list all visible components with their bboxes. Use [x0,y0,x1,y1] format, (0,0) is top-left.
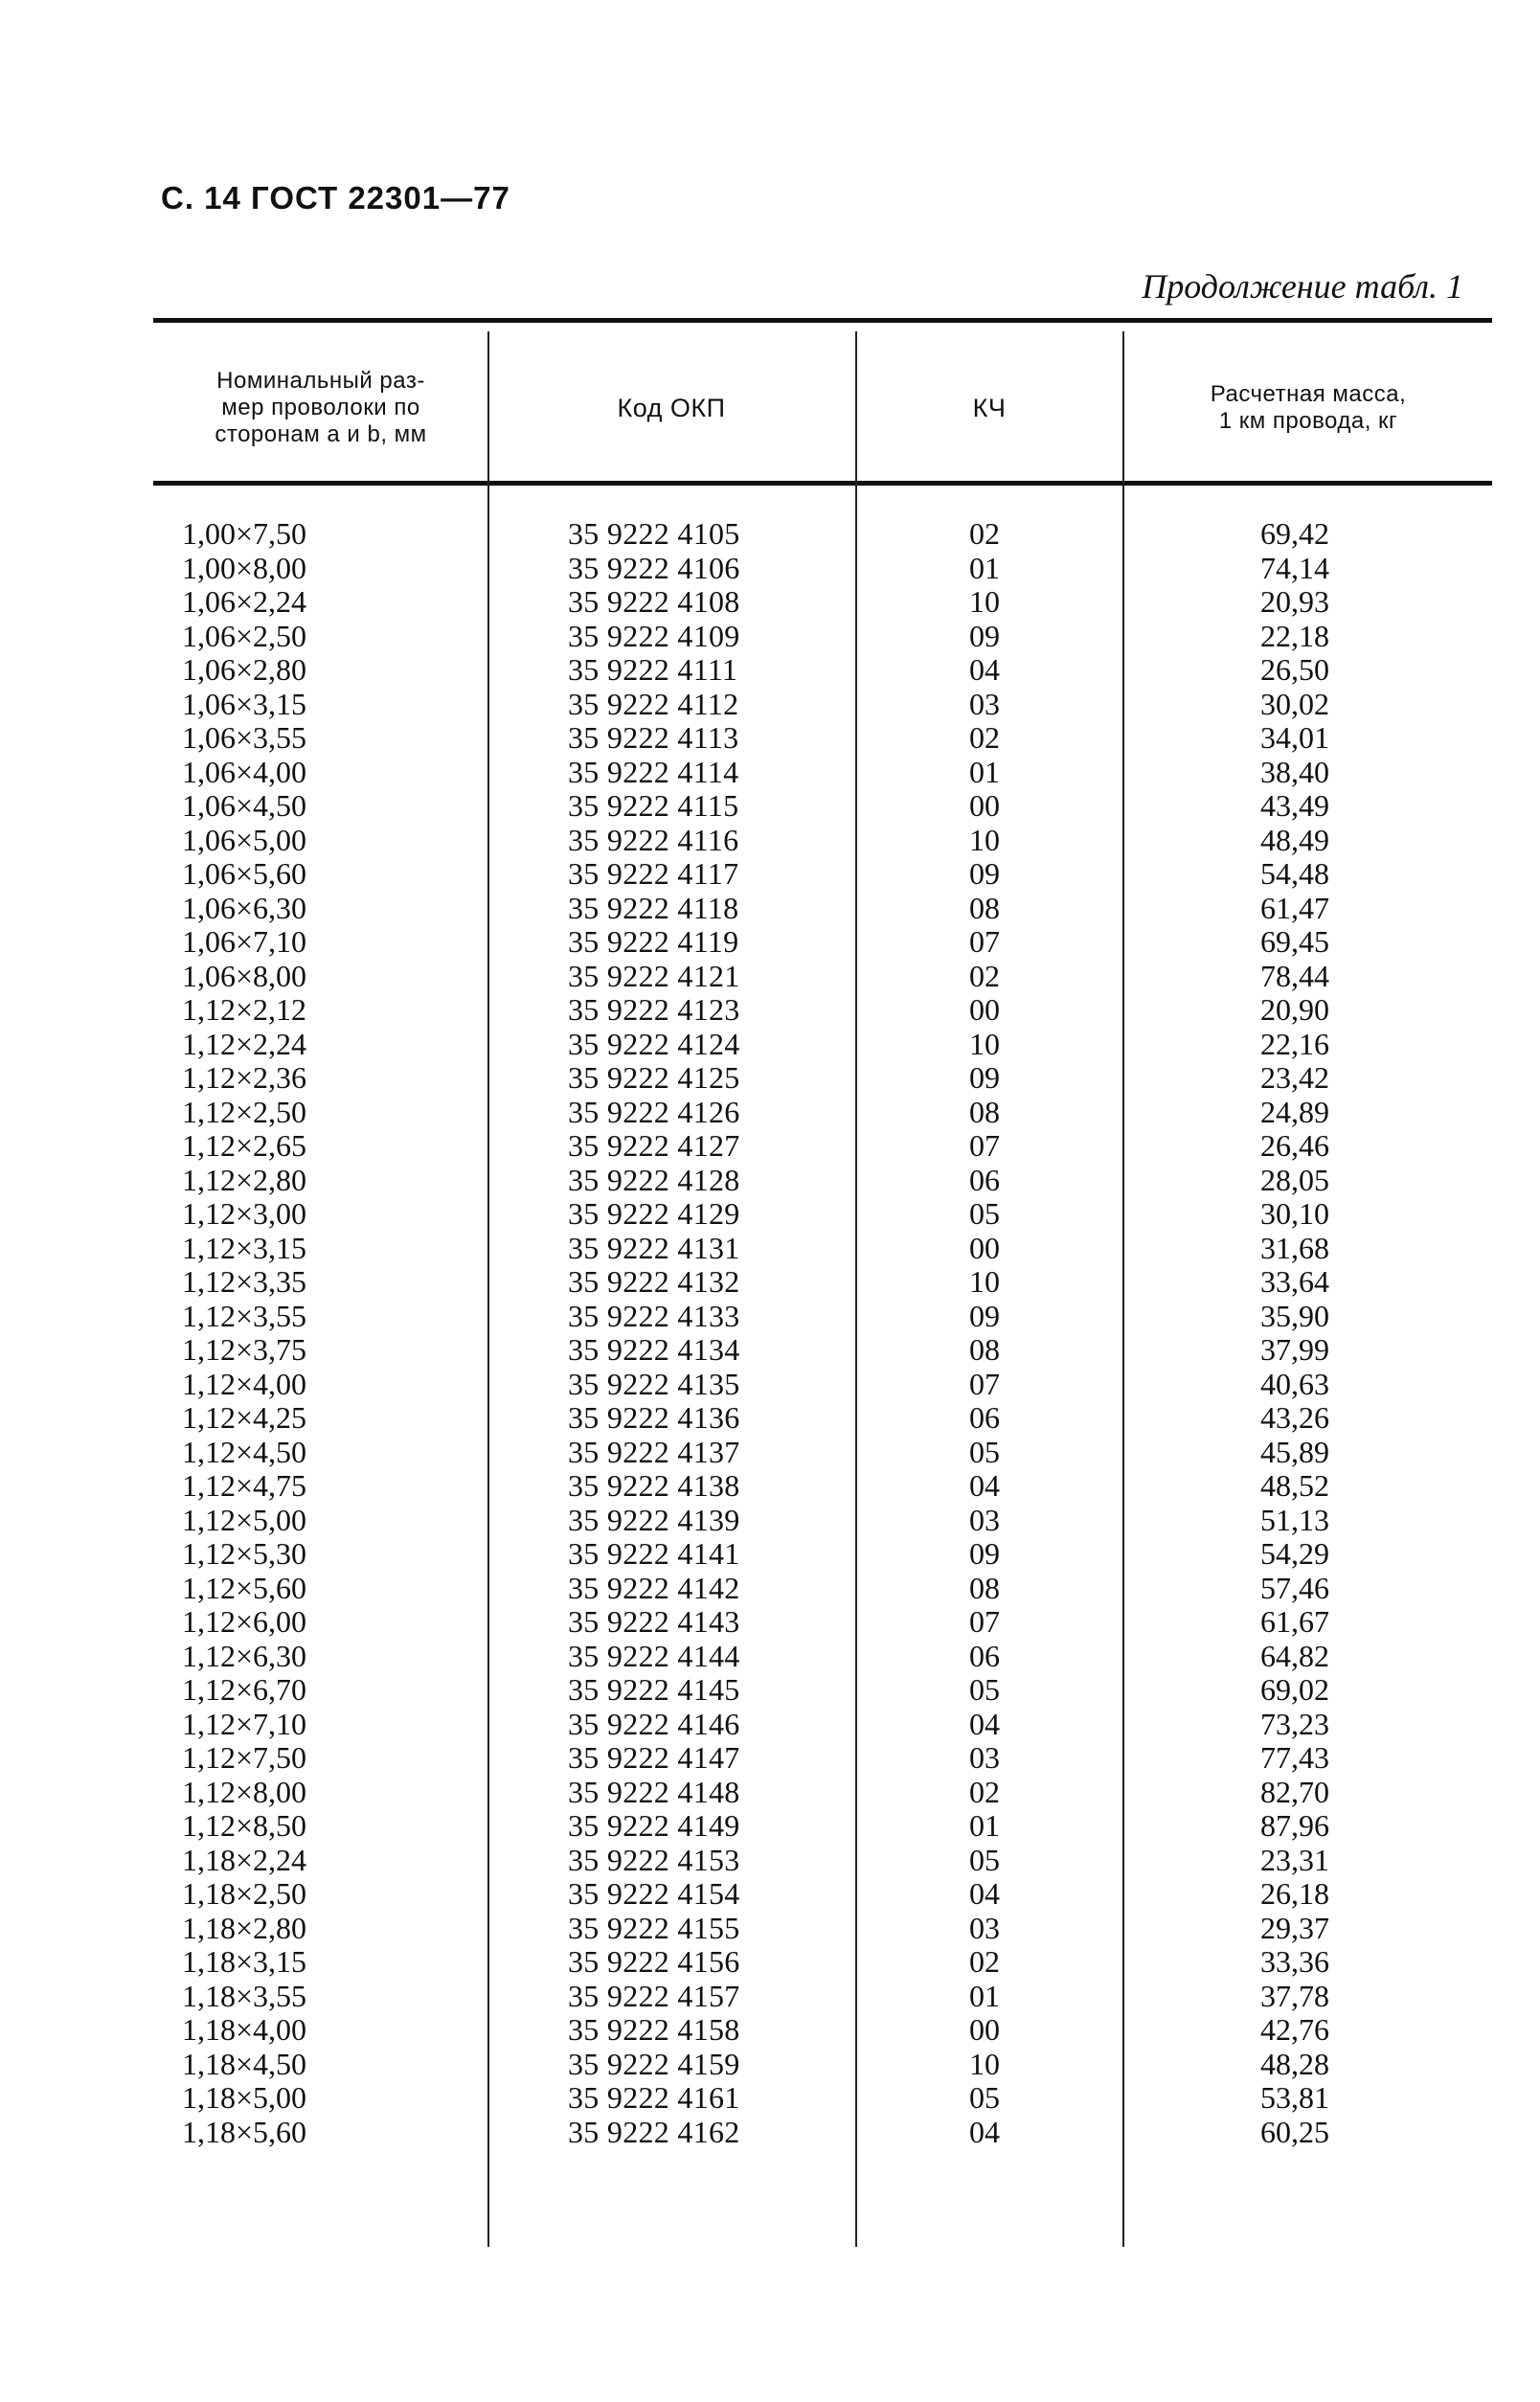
cell-mass: 61,67 [1260,1604,1329,1639]
table-row [0,756,1540,790]
table-row [0,1776,1540,1810]
cell-kch: 07 [969,924,1000,959]
cell-size: 1,12×5,00 [182,1502,307,1537]
cell-mass: 43,49 [1260,788,1329,823]
cell-code: 35 9222 4111 [568,652,738,687]
cell-mass: 78,44 [1260,958,1329,993]
table-row [0,2081,1540,2116]
cell-size: 1,12×6,00 [182,1604,307,1639]
cell-kch: 04 [969,2114,1000,2149]
cell-mass: 54,29 [1260,1536,1329,1571]
cell-code: 35 9222 4106 [568,550,740,585]
cell-mass: 82,70 [1260,1774,1329,1809]
table-row [0,1673,1540,1708]
cell-mass: 51,13 [1260,1502,1329,1537]
table-row [0,1197,1540,1232]
cell-kch: 06 [969,1162,1000,1197]
table-row [0,517,1540,552]
cell-code: 35 9222 4123 [568,992,740,1027]
cell-kch: 03 [969,1910,1000,1945]
cell-size: 1,06×5,00 [182,822,307,857]
cell-mass: 33,64 [1260,1264,1329,1299]
cell-mass: 57,46 [1260,1570,1329,1605]
cell-code: 35 9222 4159 [568,2046,740,2081]
cell-size: 1,00×7,50 [182,516,307,551]
cell-code: 35 9222 4108 [568,584,740,619]
cell-mass: 48,28 [1260,2046,1329,2081]
table-header-rule [153,481,1492,486]
table-row [0,1096,1540,1130]
cell-kch: 09 [969,856,1000,891]
cell-size: 1,12×2,24 [182,1026,307,1061]
cell-mass: 24,89 [1260,1094,1329,1129]
cell-mass: 43,26 [1260,1400,1329,1435]
cell-mass: 73,23 [1260,1706,1329,1741]
cell-kch: 07 [969,1128,1000,1163]
cell-mass: 74,14 [1260,550,1329,585]
cell-size: 1,12×6,70 [182,1672,307,1707]
cell-size: 1,12×4,50 [182,1434,307,1469]
cell-mass: 37,99 [1260,1332,1329,1367]
cell-mass: 28,05 [1260,1162,1329,1197]
cell-code: 35 9222 4126 [568,1094,740,1129]
table-row [0,960,1540,994]
table-row [0,1300,1540,1334]
column-header-kch [859,337,1120,479]
table-row [0,824,1540,858]
cell-mass: 48,49 [1260,822,1329,857]
table-row [0,857,1540,892]
cell-code: 35 9222 4115 [568,788,739,823]
cell-kch: 03 [969,1740,1000,1775]
cell-size: 1,18×4,50 [182,2046,307,2081]
cell-size: 1,12×3,35 [182,1264,307,1299]
cell-size: 1,06×5,60 [182,856,307,891]
table-caption: Продолжение табл. 1 [1142,267,1463,306]
cell-size: 1,12×8,00 [182,1774,307,1809]
column-header-size [158,337,484,479]
table-row [0,1232,1540,1266]
cell-mass: 54,48 [1260,856,1329,891]
cell-kch: 01 [969,1978,1000,2013]
cell-mass: 22,18 [1260,618,1329,653]
cell-code: 35 9222 4105 [568,516,740,551]
cell-code: 35 9222 4157 [568,1978,740,2013]
table-row [0,653,1540,688]
cell-code: 35 9222 4148 [568,1774,740,1809]
table-row [0,1061,1540,1096]
cell-mass: 23,42 [1260,1060,1329,1095]
cell-kch: 10 [969,584,1000,619]
cell-code: 35 9222 4155 [568,1910,740,1945]
cell-size: 1,18×2,80 [182,1910,307,1945]
cell-code: 35 9222 4121 [568,958,740,993]
cell-code: 35 9222 4143 [568,1604,740,1639]
cell-code: 35 9222 4119 [568,924,739,959]
cell-mass: 23,31 [1260,1842,1329,1877]
cell-code: 35 9222 4137 [568,1434,740,1469]
cell-code: 35 9222 4129 [568,1196,740,1231]
cell-kch: 06 [969,1400,1000,1435]
table-row [0,1164,1540,1198]
cell-code: 35 9222 4113 [568,720,739,755]
table-row [0,1877,1540,1912]
cell-size: 1,12×3,55 [182,1298,307,1333]
table-row [0,1572,1540,1606]
table-row [0,1504,1540,1538]
table-row [0,789,1540,824]
cell-mass: 69,02 [1260,1672,1329,1707]
cell-kch: 09 [969,1298,1000,1333]
cell-size: 1,06×4,50 [182,788,307,823]
cell-mass: 38,40 [1260,754,1329,789]
cell-mass: 20,93 [1260,584,1329,619]
cell-kch: 01 [969,754,1000,789]
cell-kch: 03 [969,686,1000,721]
cell-mass: 53,81 [1260,2080,1329,2115]
table-row [0,1401,1540,1436]
cell-kch: 00 [969,788,1000,823]
cell-kch: 04 [969,1468,1000,1503]
cell-mass: 77,43 [1260,1740,1329,1775]
cell-code: 35 9222 4161 [568,2080,740,2115]
cell-kch: 04 [969,652,1000,687]
cell-code: 35 9222 4127 [568,1128,740,1163]
cell-size: 1,18×4,00 [182,2012,307,2047]
cell-code: 35 9222 4116 [568,822,739,857]
cell-code: 35 9222 4142 [568,1570,740,1605]
cell-code: 35 9222 4139 [568,1502,740,1537]
cell-code: 35 9222 4124 [568,1026,740,1061]
cell-kch: 10 [969,1264,1000,1299]
cell-size: 1,18×3,55 [182,1978,307,2013]
cell-size: 1,12×2,50 [182,1094,307,1129]
cell-size: 1,12×4,00 [182,1366,307,1401]
table-row [0,1129,1540,1164]
cell-code: 35 9222 4125 [568,1060,740,1095]
cell-mass: 33,36 [1260,1944,1329,1979]
cell-size: 1,06×4,00 [182,754,307,789]
cell-code: 35 9222 4135 [568,1366,740,1401]
cell-code: 35 9222 4154 [568,1876,740,1911]
cell-size: 1,12×4,25 [182,1400,307,1435]
table-row [0,1368,1540,1402]
cell-code: 35 9222 4114 [568,754,739,789]
cell-size: 1,12×2,36 [182,1060,307,1095]
cell-size: 1,06×3,55 [182,720,307,755]
cell-code: 35 9222 4109 [568,618,740,653]
cell-size: 1,12×3,15 [182,1230,307,1265]
cell-kch: 09 [969,618,1000,653]
cell-size: 1,06×7,10 [182,924,307,959]
cell-kch: 10 [969,822,1000,857]
cell-kch: 00 [969,2012,1000,2047]
cell-size: 1,12×5,60 [182,1570,307,1605]
cell-size: 1,12×7,50 [182,1740,307,1775]
cell-code: 35 9222 4133 [568,1298,740,1333]
cell-mass: 34,01 [1260,720,1329,755]
cell-size: 1,12×3,75 [182,1332,307,1367]
cell-code: 35 9222 4162 [568,2114,740,2149]
cell-size: 1,12×4,75 [182,1468,307,1503]
cell-kch: 08 [969,1570,1000,1605]
table-row [0,1605,1540,1640]
cell-mass: 40,63 [1260,1366,1329,1401]
cell-size: 1,06×3,15 [182,686,307,721]
column-header-code-label: Код ОКП [617,394,726,422]
column-header-mass-label: Расчетная масса, 1 км провода, кг [1210,381,1407,434]
cell-kch: 02 [969,516,1000,551]
cell-kch: 01 [969,1808,1000,1843]
cell-kch: 10 [969,1026,1000,1061]
cell-size: 1,12×2,80 [182,1162,307,1197]
column-header-kch-label: КЧ [972,394,1007,422]
cell-size: 1,12×3,00 [182,1196,307,1231]
table-row [0,2048,1540,2082]
cell-kch: 04 [969,1876,1000,1911]
cell-mass: 48,52 [1260,1468,1329,1503]
table-row [0,585,1540,620]
cell-code: 35 9222 4149 [568,1808,740,1843]
cell-mass: 29,37 [1260,1910,1329,1945]
table-row [0,1945,1540,1980]
table-row [0,1640,1540,1674]
cell-code: 35 9222 4156 [568,1944,740,1979]
cell-code: 35 9222 4136 [568,1400,740,1435]
cell-mass: 60,25 [1260,2114,1329,2149]
cell-size: 1,18×5,00 [182,2080,307,2115]
cell-mass: 26,46 [1260,1128,1329,1163]
page-header: С. 14 ГОСТ 22301—77 [161,180,510,215]
cell-mass: 37,78 [1260,1978,1329,2013]
cell-kch: 00 [969,992,1000,1027]
cell-size: 1,12×8,50 [182,1808,307,1843]
cell-size: 1,18×2,50 [182,1876,307,1911]
cell-size: 1,18×3,15 [182,1944,307,1979]
cell-code: 35 9222 4134 [568,1332,740,1367]
table-row [0,1436,1540,1470]
table-row [0,2013,1540,2048]
cell-kch: 00 [969,1230,1000,1265]
table-top-rule [153,318,1492,323]
cell-size: 1,06×6,30 [182,890,307,925]
cell-mass: 22,16 [1260,1026,1329,1061]
cell-kch: 02 [969,1944,1000,1979]
cell-kch: 05 [969,1434,1000,1469]
table-row [0,1980,1540,2014]
cell-code: 35 9222 4128 [568,1162,740,1197]
cell-mass: 35,90 [1260,1298,1329,1333]
cell-mass: 42,76 [1260,2012,1329,2047]
cell-size: 1,06×2,50 [182,618,307,653]
table-body [0,517,1540,2149]
cell-mass: 61,47 [1260,890,1329,925]
cell-mass: 30,02 [1260,686,1329,721]
cell-mass: 26,50 [1260,652,1329,687]
table-row [0,1028,1540,1062]
cell-kch: 01 [969,550,1000,585]
cell-mass: 69,42 [1260,516,1329,551]
cell-code: 35 9222 4118 [568,890,739,925]
cell-kch: 02 [969,1774,1000,1809]
cell-kch: 09 [969,1060,1000,1095]
cell-kch: 02 [969,958,1000,993]
cell-mass: 20,90 [1260,992,1329,1027]
cell-size: 1,00×8,00 [182,550,307,585]
cell-size: 1,06×8,00 [182,958,307,993]
cell-kch: 02 [969,720,1000,755]
cell-code: 35 9222 4153 [568,1842,740,1877]
cell-size: 1,12×6,30 [182,1638,307,1673]
cell-code: 35 9222 4141 [568,1536,740,1571]
cell-size: 1,12×5,30 [182,1536,307,1571]
cell-mass: 45,89 [1260,1434,1329,1469]
cell-mass: 69,45 [1260,924,1329,959]
cell-kch: 05 [969,1842,1000,1877]
cell-size: 1,12×7,10 [182,1706,307,1741]
column-header-mass [1126,337,1490,479]
cell-kch: 07 [969,1604,1000,1639]
cell-kch: 08 [969,890,1000,925]
cell-code: 35 9222 4145 [568,1672,740,1707]
cell-mass: 31,68 [1260,1230,1329,1265]
cell-size: 1,12×2,12 [182,992,307,1027]
cell-size: 1,06×2,80 [182,652,307,687]
table-row [0,1469,1540,1504]
cell-kch: 08 [969,1332,1000,1367]
cell-kch: 04 [969,1706,1000,1741]
table-row [0,688,1540,722]
cell-kch: 09 [969,1536,1000,1571]
table-row [0,892,1540,926]
table-row [0,1537,1540,1572]
cell-size: 1,06×2,24 [182,584,307,619]
cell-kch: 07 [969,1366,1000,1401]
cell-code: 35 9222 4117 [568,856,739,891]
table-row [0,1809,1540,1844]
cell-kch: 05 [969,1196,1000,1231]
cell-mass: 87,96 [1260,1808,1329,1843]
table-row [0,1741,1540,1776]
cell-kch: 05 [969,2080,1000,2115]
table-row [0,1333,1540,1368]
table-row [0,721,1540,756]
table-row [0,1844,1540,1878]
cell-code: 35 9222 4158 [568,2012,740,2047]
cell-code: 35 9222 4146 [568,1706,740,1741]
table-row [0,620,1540,654]
cell-size: 1,12×2,65 [182,1128,307,1163]
cell-code: 35 9222 4131 [568,1230,740,1265]
table-row [0,1265,1540,1300]
column-header-code [491,337,851,479]
column-header-size-label: Номинальный раз- мер проволоки по сторонам a и b, мм [215,368,427,447]
table-row [0,2116,1540,2150]
cell-kch: 05 [969,1672,1000,1707]
cell-kch: 08 [969,1094,1000,1129]
cell-size: 1,18×2,24 [182,1842,307,1877]
cell-size: 1,18×5,60 [182,2114,307,2149]
cell-code: 35 9222 4112 [568,686,739,721]
table-row [0,1708,1540,1742]
cell-kch: 10 [969,2046,1000,2081]
cell-kch: 06 [969,1638,1000,1673]
table-row [0,993,1540,1028]
cell-mass: 26,18 [1260,1876,1329,1911]
table-row [0,552,1540,586]
table-row [0,925,1540,960]
cell-code: 35 9222 4132 [568,1264,740,1299]
table-row [0,1912,1540,1946]
cell-mass: 30,10 [1260,1196,1329,1231]
cell-kch: 03 [969,1502,1000,1537]
cell-mass: 64,82 [1260,1638,1329,1673]
cell-code: 35 9222 4138 [568,1468,740,1503]
cell-code: 35 9222 4147 [568,1740,740,1775]
cell-code: 35 9222 4144 [568,1638,740,1673]
